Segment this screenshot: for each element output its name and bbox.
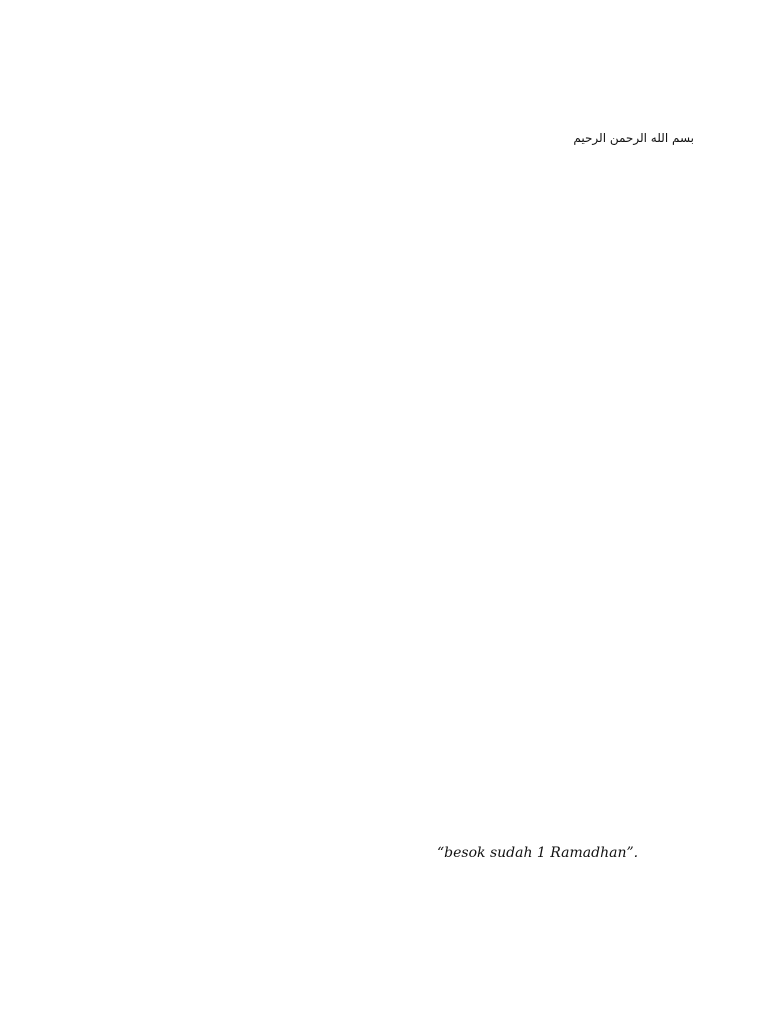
arabic-opening-paragraph	[118, 158, 694, 244]
basmala-heading: بسم الله الرحمن الرحيم	[573, 131, 694, 145]
quote-text: “besok sudah 1 Ramadhan”.	[437, 845, 639, 861]
